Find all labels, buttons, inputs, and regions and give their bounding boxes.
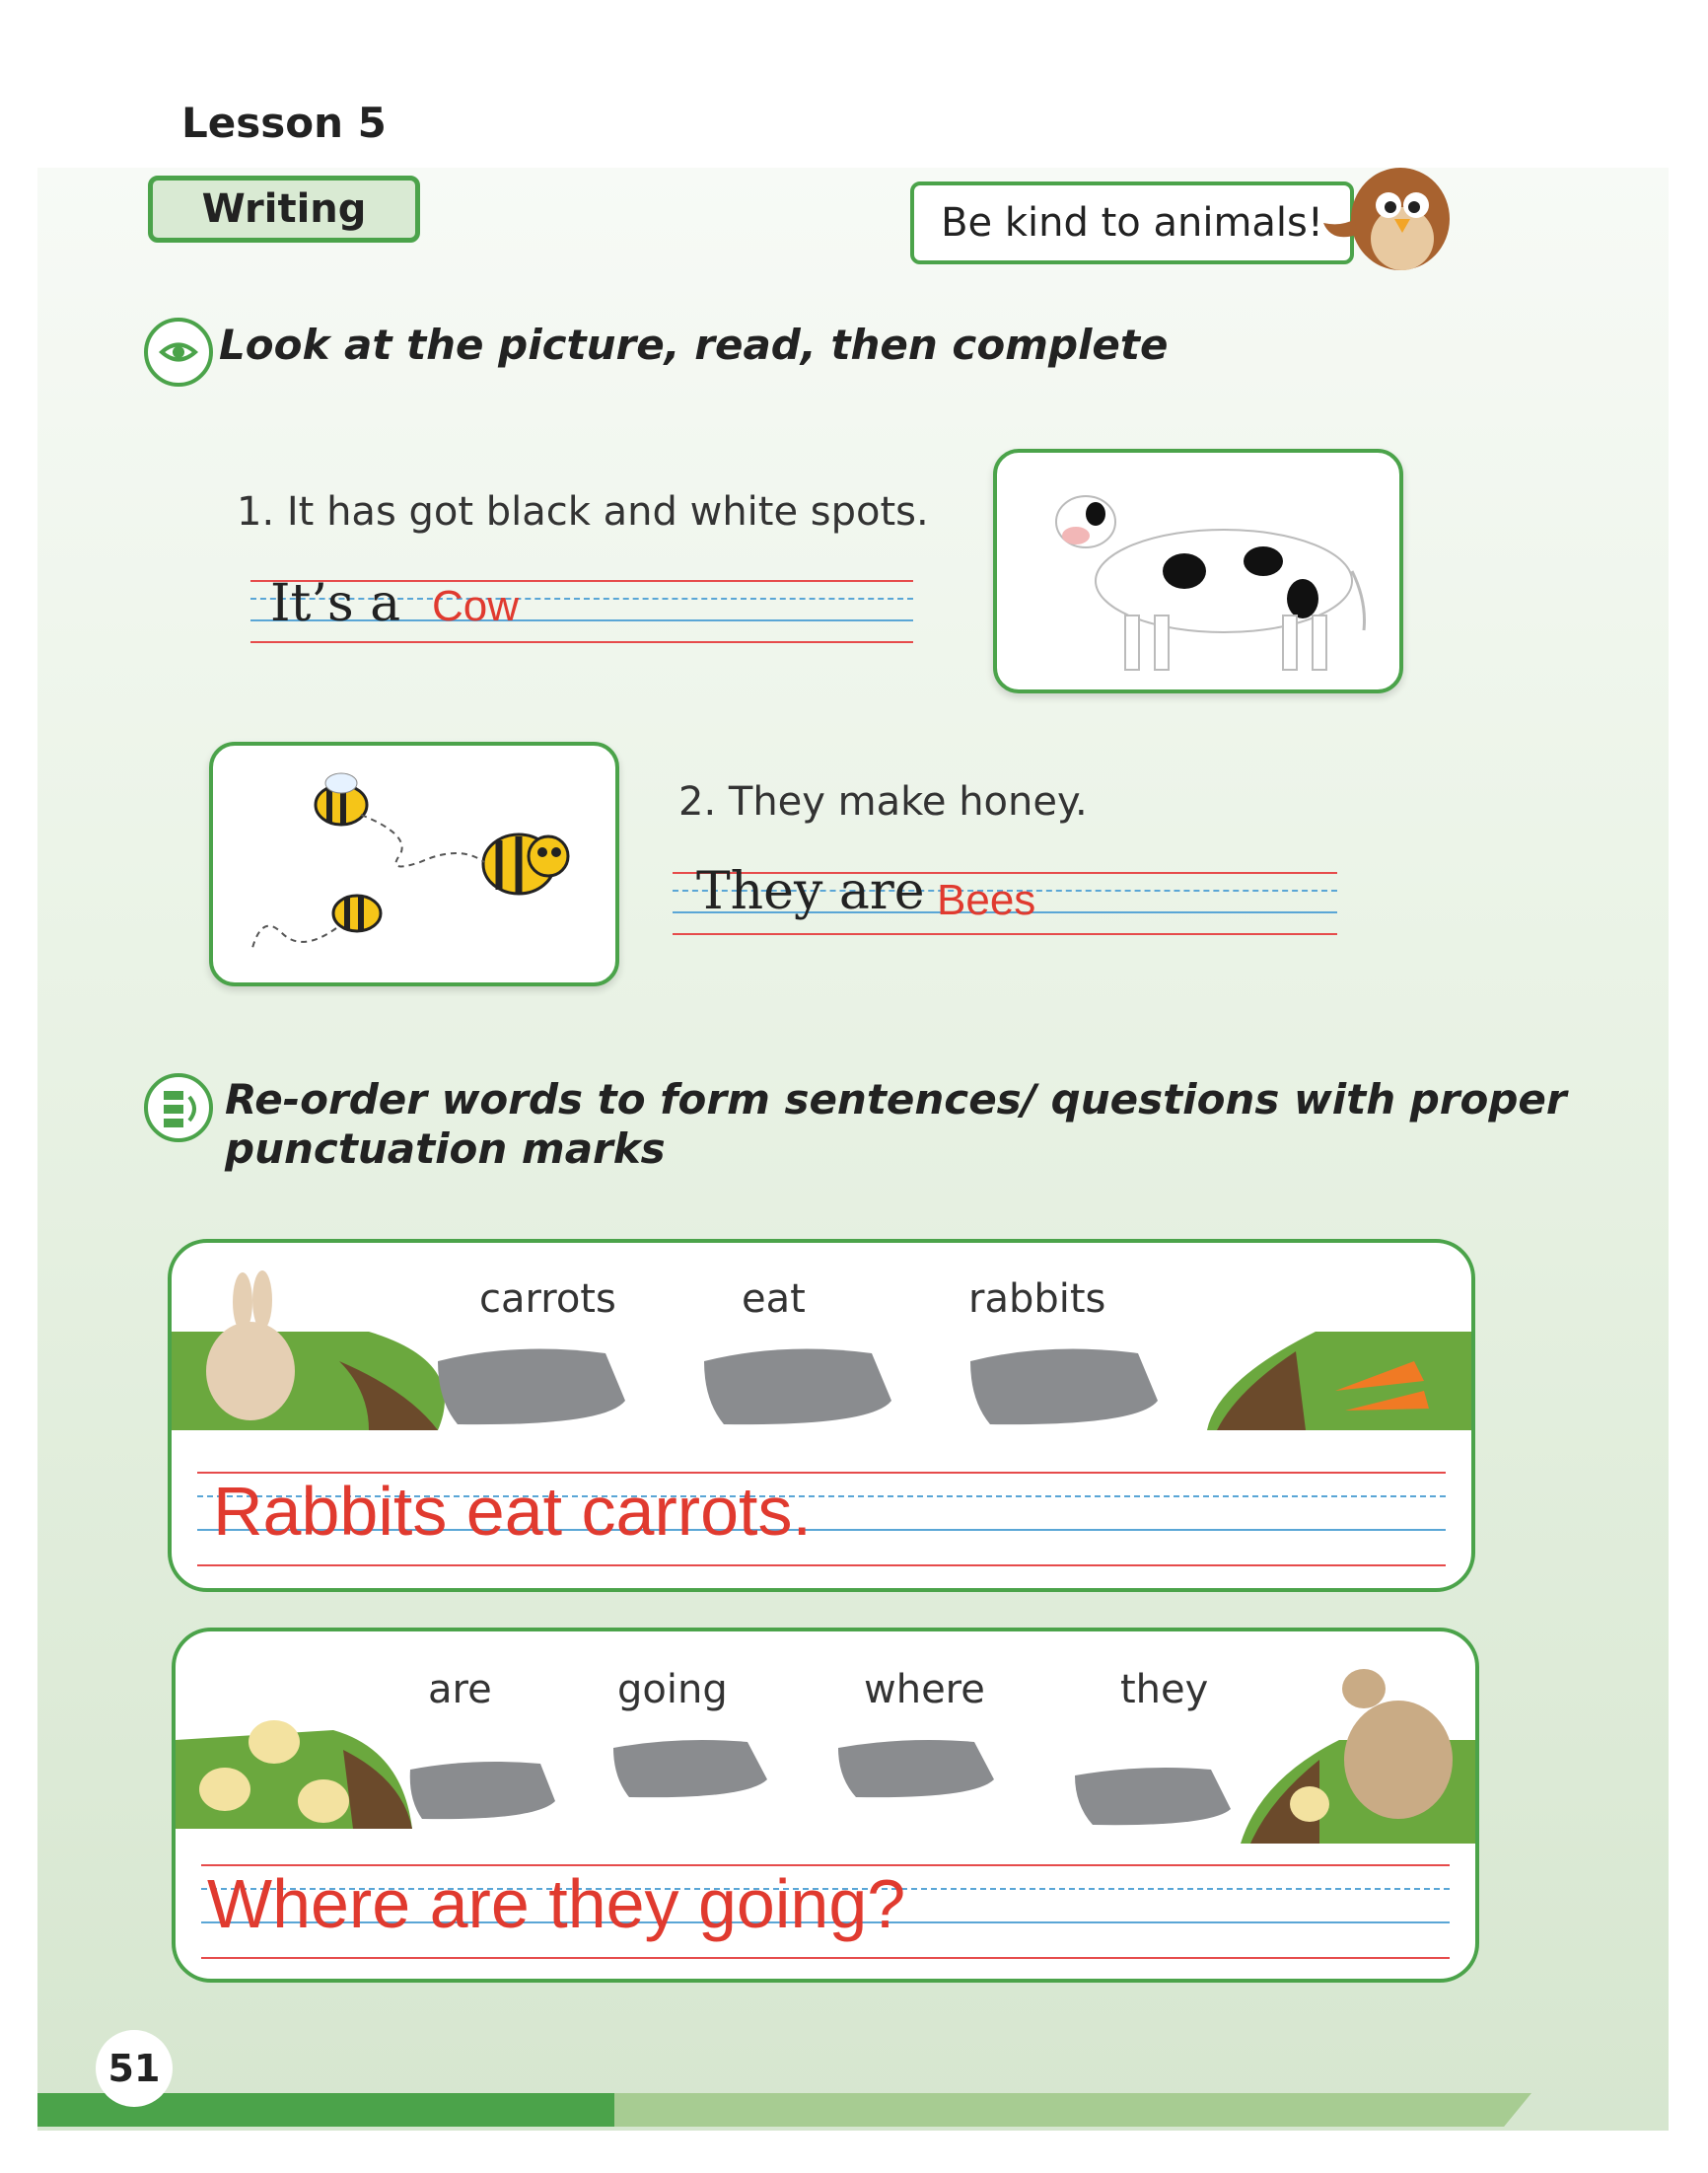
duckling-icon — [298, 1779, 349, 1823]
duck-icon — [1344, 1701, 1453, 1819]
rabbit-icon — [206, 1322, 295, 1420]
reorder-box-2 — [172, 1628, 1479, 1983]
stone-icon — [1075, 1768, 1231, 1825]
answer-field-1[interactable]: Cow — [432, 582, 520, 630]
stone-icon — [838, 1740, 994, 1797]
question-1: 1. It has got black and white spots. — [237, 489, 929, 535]
stone-icon — [410, 1762, 555, 1819]
activity2-instruction-line1: Re-order words to form sentences/ questions with proper — [225, 1075, 1567, 1123]
bees-illustration — [213, 746, 615, 982]
word-card[interactable]: where — [864, 1667, 985, 1712]
bees-image-card — [209, 742, 619, 986]
activity2-instruction-line2: punctuation marks — [225, 1124, 666, 1173]
owl-mascot-icon — [1321, 158, 1459, 276]
reorder-icon — [144, 1073, 213, 1142]
footer-bar-light — [614, 2093, 1531, 2127]
prompt-2: They are — [696, 862, 925, 921]
page-number: 51 — [96, 2030, 173, 2107]
slogan-box: Be kind to animals! — [910, 181, 1354, 264]
answer-field-3[interactable]: Rabbits eat carrots. — [213, 1473, 812, 1550]
section-tab: Writing — [148, 176, 420, 243]
duckling-icon — [1290, 1786, 1329, 1822]
answer-field-2[interactable]: Bees — [937, 876, 1036, 924]
word-card[interactable]: rabbits — [968, 1276, 1106, 1322]
word-card[interactable]: eat — [742, 1276, 806, 1322]
lesson-title: Lesson 5 — [181, 99, 387, 147]
prompt-1: It’s a — [270, 574, 401, 633]
word-card[interactable]: they — [1120, 1667, 1209, 1712]
word-card[interactable]: going — [617, 1667, 728, 1712]
look-read-icon — [144, 318, 213, 387]
reorder-box-1 — [168, 1239, 1475, 1592]
duckling-icon — [199, 1768, 250, 1811]
activity1-instruction: Look at the picture, read, then complete — [219, 321, 1169, 369]
answer-field-4[interactable]: Where are they going? — [207, 1865, 906, 1942]
question-2: 2. They make honey. — [678, 779, 1088, 825]
stone-icon — [438, 1349, 625, 1425]
stone-icon — [613, 1740, 767, 1797]
stone-icon — [970, 1349, 1158, 1425]
word-card[interactable]: are — [428, 1667, 492, 1712]
cow-image-card — [993, 449, 1403, 693]
duckling-icon — [249, 1720, 300, 1764]
cow-illustration — [997, 453, 1399, 689]
stone-icon — [704, 1349, 891, 1425]
word-card[interactable]: carrots — [479, 1276, 616, 1322]
